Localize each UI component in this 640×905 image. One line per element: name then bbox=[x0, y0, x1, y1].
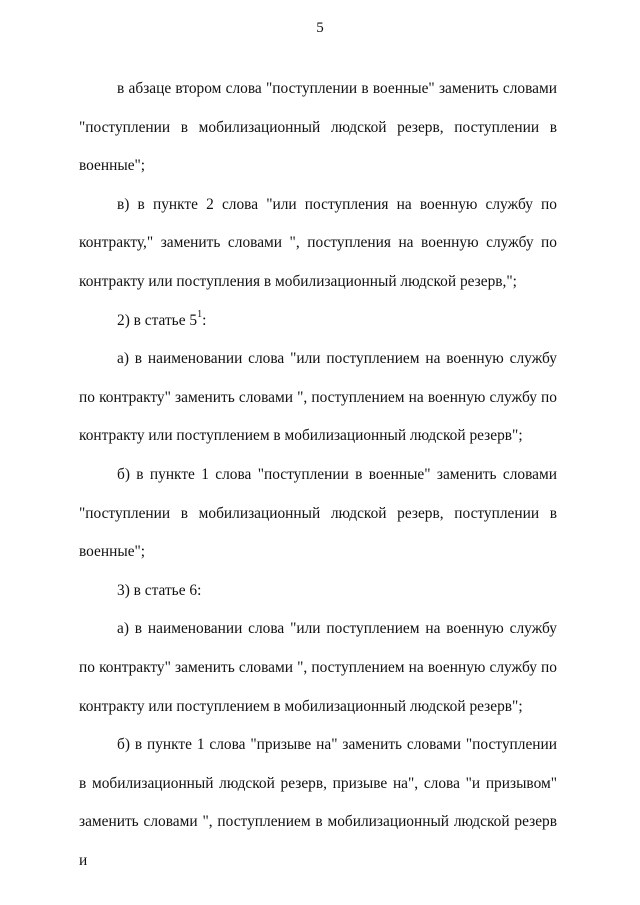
statya-5-text: 2) в статье 5 bbox=[117, 311, 198, 329]
paragraph-statya-5-1 bbox=[79, 302, 557, 341]
statya-5-colon: : bbox=[202, 311, 207, 329]
paragraph-a-naimenovanie-6: а) в наименовании слова "или поступлением на военную службу по контракту" заменить словами ", поступлением на военную службу по контракту или поступлением в мобилизационный людской резерв"; bbox=[79, 620, 557, 715]
superscript-1: 1 bbox=[197, 309, 203, 321]
paragraph-a-naimenovanie-5-1: а) в наименовании слова "или поступлением на военную службу по контракту" заменить словами ", поступлением на военную службу по контракту или поступлением в мобилизационный людской резерв"; bbox=[79, 350, 557, 445]
document-body bbox=[79, 70, 557, 880]
paragraph-b-punkt-1-6: б) в пункте 1 слова "призыве на" заменить словами "поступлении в мобилизационный людской резерв, призыве на", слова "и призывом" заменить словами ", поступлением в мобилизационный людской резерв и bbox=[79, 736, 557, 869]
paragraph-statya-6: 3) в статье 6: bbox=[117, 581, 202, 599]
paragraph-b-punkt-1-5-1: б) в пункте 1 слова "поступлении в военные" заменить словами "поступлении в мобилизационный людской резерв, поступлении в военные"; bbox=[79, 465, 557, 561]
paragraph-v-punkt-2: в) в пункте 2 слова "или поступления на военную службу по контракту," заменить словами ", поступления на военную службу по контракту или поступления в мобилизационный людской резерв,"; bbox=[79, 195, 557, 290]
paragraph-abzats-vtoroy: в абзаце втором слова "поступлении в военные" заменить словами "поступлении в мобилизационный людской резерв, поступлении в военные"; bbox=[79, 80, 557, 175]
page-number: 5 bbox=[316, 20, 324, 36]
